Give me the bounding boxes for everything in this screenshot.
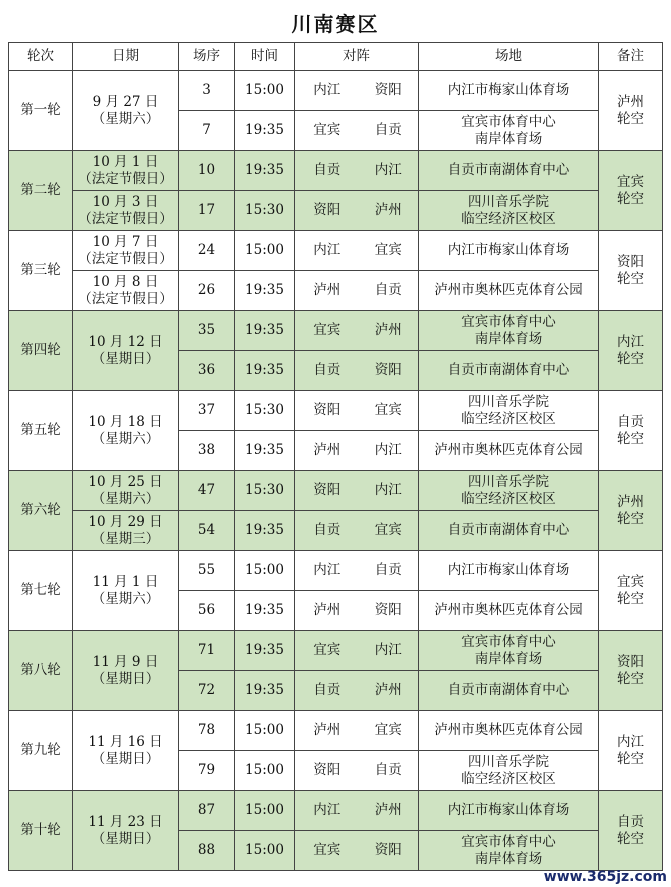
away-team-cell: 资阳 bbox=[359, 71, 419, 111]
round-cell: 第四轮 bbox=[9, 311, 73, 391]
away-team-cell: 资阳 bbox=[359, 591, 419, 631]
venue-cell: 泸州市奥林匹克体育公园 bbox=[419, 431, 599, 471]
home-team-cell: 自贡 bbox=[295, 671, 359, 711]
note-cell: 自贡 轮空 bbox=[599, 791, 663, 871]
time-cell: 19:35 bbox=[235, 511, 295, 551]
home-team-cell: 宜宾 bbox=[295, 111, 359, 151]
match-no-cell: 56 bbox=[179, 591, 235, 631]
away-team-cell: 泸州 bbox=[359, 671, 419, 711]
venue-cell: 泸州市奥林匹克体育公园 bbox=[419, 591, 599, 631]
away-team-cell: 自贡 bbox=[359, 751, 419, 791]
header-venue: 场地 bbox=[419, 43, 599, 71]
time-cell: 19:35 bbox=[235, 591, 295, 631]
home-team-cell: 内江 bbox=[295, 231, 359, 271]
venue-cell: 内江市梅家山体育场 bbox=[419, 71, 599, 111]
venue-cell: 内江市梅家山体育场 bbox=[419, 791, 599, 831]
table-row bbox=[9, 711, 663, 751]
date-cell: 11 月 9 日 （星期日） bbox=[73, 631, 179, 711]
table-row bbox=[9, 311, 663, 351]
table-row bbox=[9, 231, 663, 271]
note-cell: 资阳 轮空 bbox=[599, 231, 663, 311]
venue-cell: 宜宾市体育中心 南岸体育场 bbox=[419, 311, 599, 351]
venue-cell: 泸州市奥林匹克体育公园 bbox=[419, 711, 599, 751]
time-cell: 15:00 bbox=[235, 231, 295, 271]
schedule-body bbox=[9, 71, 663, 871]
home-team-cell: 泸州 bbox=[295, 271, 359, 311]
away-team-cell: 资阳 bbox=[359, 831, 419, 871]
table-row bbox=[9, 791, 663, 831]
match-no-cell: 72 bbox=[179, 671, 235, 711]
time-cell: 19:35 bbox=[235, 311, 295, 351]
table-row bbox=[9, 551, 663, 591]
round-cell: 第五轮 bbox=[9, 391, 73, 471]
home-team-cell: 泸州 bbox=[295, 711, 359, 751]
date-cell: 11 月 23 日 （星期日） bbox=[73, 791, 179, 871]
match-no-cell: 79 bbox=[179, 751, 235, 791]
venue-cell: 内江市梅家山体育场 bbox=[419, 551, 599, 591]
round-cell: 第三轮 bbox=[9, 231, 73, 311]
away-team-cell: 自贡 bbox=[359, 271, 419, 311]
away-team-cell: 内江 bbox=[359, 471, 419, 511]
match-no-cell: 24 bbox=[179, 231, 235, 271]
away-team-cell: 自贡 bbox=[359, 111, 419, 151]
date-cell: 10 月 8 日 （法定节假日） bbox=[73, 271, 179, 311]
time-cell: 15:00 bbox=[235, 791, 295, 831]
time-cell: 15:30 bbox=[235, 191, 295, 231]
match-no-cell: 35 bbox=[179, 311, 235, 351]
away-team-cell: 宜宾 bbox=[359, 511, 419, 551]
away-team-cell: 宜宾 bbox=[359, 231, 419, 271]
match-no-cell: 3 bbox=[179, 71, 235, 111]
away-team-cell: 自贡 bbox=[359, 551, 419, 591]
header-match-no: 场序 bbox=[179, 43, 235, 71]
match-no-cell: 54 bbox=[179, 511, 235, 551]
venue-cell: 自贡市南湖体育中心 bbox=[419, 151, 599, 191]
header-note: 备注 bbox=[599, 43, 663, 71]
header-matchup: 对阵 bbox=[295, 43, 419, 71]
time-cell: 15:30 bbox=[235, 391, 295, 431]
away-team-cell: 资阳 bbox=[359, 351, 419, 391]
date-cell: 9 月 27 日 （星期六） bbox=[73, 71, 179, 151]
home-team-cell: 内江 bbox=[295, 791, 359, 831]
round-cell: 第九轮 bbox=[9, 711, 73, 791]
round-cell: 第十轮 bbox=[9, 791, 73, 871]
home-team-cell: 宜宾 bbox=[295, 631, 359, 671]
match-no-cell: 37 bbox=[179, 391, 235, 431]
time-cell: 15:00 bbox=[235, 71, 295, 111]
time-cell: 15:00 bbox=[235, 711, 295, 751]
match-no-cell: 36 bbox=[179, 351, 235, 391]
venue-cell: 四川音乐学院 临空经济区校区 bbox=[419, 391, 599, 431]
home-team-cell: 泸州 bbox=[295, 431, 359, 471]
note-cell: 泸州 轮空 bbox=[599, 471, 663, 551]
home-team-cell: 资阳 bbox=[295, 391, 359, 431]
table-row bbox=[9, 151, 663, 191]
note-cell: 宜宾 轮空 bbox=[599, 551, 663, 631]
date-cell: 10 月 25 日 （星期六） bbox=[73, 471, 179, 511]
note-cell: 自贡 轮空 bbox=[599, 391, 663, 471]
date-cell: 10 月 18 日 （星期六） bbox=[73, 391, 179, 471]
home-team-cell: 宜宾 bbox=[295, 311, 359, 351]
note-cell: 宜宾 轮空 bbox=[599, 151, 663, 231]
header-date: 日期 bbox=[73, 43, 179, 71]
schedule-table bbox=[8, 42, 663, 871]
match-no-cell: 17 bbox=[179, 191, 235, 231]
away-team-cell: 内江 bbox=[359, 431, 419, 471]
venue-cell: 四川音乐学院 临空经济区校区 bbox=[419, 471, 599, 511]
note-cell: 泸州 轮空 bbox=[599, 71, 663, 151]
time-cell: 19:35 bbox=[235, 431, 295, 471]
venue-cell: 泸州市奥林匹克体育公园 bbox=[419, 271, 599, 311]
match-no-cell: 7 bbox=[179, 111, 235, 151]
home-team-cell: 宜宾 bbox=[295, 831, 359, 871]
match-no-cell: 55 bbox=[179, 551, 235, 591]
home-team-cell: 资阳 bbox=[295, 471, 359, 511]
away-team-cell: 内江 bbox=[359, 631, 419, 671]
venue-cell: 自贡市南湖体育中心 bbox=[419, 671, 599, 711]
note-cell: 内江 轮空 bbox=[599, 711, 663, 791]
match-no-cell: 88 bbox=[179, 831, 235, 871]
away-team-cell: 泸州 bbox=[359, 191, 419, 231]
match-no-cell: 10 bbox=[179, 151, 235, 191]
away-team-cell: 宜宾 bbox=[359, 711, 419, 751]
date-cell: 10 月 1 日 （法定节假日） bbox=[73, 151, 179, 191]
away-team-cell: 泸州 bbox=[359, 311, 419, 351]
watermark: www.365jz.com bbox=[543, 869, 667, 885]
time-cell: 19:35 bbox=[235, 111, 295, 151]
venue-cell: 宜宾市体育中心 南岸体育场 bbox=[419, 111, 599, 151]
match-no-cell: 26 bbox=[179, 271, 235, 311]
time-cell: 19:35 bbox=[235, 671, 295, 711]
venue-cell: 四川音乐学院 临空经济区校区 bbox=[419, 751, 599, 791]
round-cell: 第二轮 bbox=[9, 151, 73, 231]
time-cell: 19:35 bbox=[235, 151, 295, 191]
home-team-cell: 资阳 bbox=[295, 751, 359, 791]
time-cell: 19:35 bbox=[235, 631, 295, 671]
date-cell: 11 月 1 日 （星期六） bbox=[73, 551, 179, 631]
venue-cell: 宜宾市体育中心 南岸体育场 bbox=[419, 831, 599, 871]
away-team-cell: 宜宾 bbox=[359, 391, 419, 431]
time-cell: 15:30 bbox=[235, 471, 295, 511]
date-cell: 10 月 7 日 （法定节假日） bbox=[73, 231, 179, 271]
page-title: 川南赛区 bbox=[291, 12, 380, 36]
round-cell: 第八轮 bbox=[9, 631, 73, 711]
table-row bbox=[9, 191, 663, 231]
match-no-cell: 87 bbox=[179, 791, 235, 831]
round-cell: 第七轮 bbox=[9, 551, 73, 631]
home-team-cell: 内江 bbox=[295, 71, 359, 111]
time-cell: 15:00 bbox=[235, 831, 295, 871]
date-cell: 10 月 3 日 （法定节假日） bbox=[73, 191, 179, 231]
header-round: 轮次 bbox=[9, 43, 73, 71]
match-no-cell: 47 bbox=[179, 471, 235, 511]
note-cell: 内江 轮空 bbox=[599, 311, 663, 391]
date-cell: 10 月 29 日 （星期三） bbox=[73, 511, 179, 551]
home-team-cell: 内江 bbox=[295, 551, 359, 591]
table-row bbox=[9, 391, 663, 431]
table-row bbox=[9, 631, 663, 671]
home-team-cell: 自贡 bbox=[295, 511, 359, 551]
home-team-cell: 泸州 bbox=[295, 591, 359, 631]
round-cell: 第六轮 bbox=[9, 471, 73, 551]
venue-cell: 内江市梅家山体育场 bbox=[419, 231, 599, 271]
table-row bbox=[9, 271, 663, 311]
table-row bbox=[9, 71, 663, 111]
venue-cell: 四川音乐学院 临空经济区校区 bbox=[419, 191, 599, 231]
venue-cell: 自贡市南湖体育中心 bbox=[419, 511, 599, 551]
match-no-cell: 38 bbox=[179, 431, 235, 471]
table-row bbox=[9, 471, 663, 511]
match-no-cell: 78 bbox=[179, 711, 235, 751]
venue-cell: 宜宾市体育中心 南岸体育场 bbox=[419, 631, 599, 671]
away-team-cell: 泸州 bbox=[359, 791, 419, 831]
round-cell: 第一轮 bbox=[9, 71, 73, 151]
time-cell: 15:00 bbox=[235, 551, 295, 591]
header-time: 时间 bbox=[235, 43, 295, 71]
venue-cell: 自贡市南湖体育中心 bbox=[419, 351, 599, 391]
home-team-cell: 自贡 bbox=[295, 151, 359, 191]
time-cell: 15:00 bbox=[235, 751, 295, 791]
match-no-cell: 71 bbox=[179, 631, 235, 671]
note-cell: 资阳 轮空 bbox=[599, 631, 663, 711]
date-cell: 10 月 12 日 （星期日） bbox=[73, 311, 179, 391]
time-cell: 19:35 bbox=[235, 351, 295, 391]
table-row bbox=[9, 511, 663, 551]
header-row bbox=[9, 43, 663, 71]
time-cell: 19:35 bbox=[235, 271, 295, 311]
home-team-cell: 资阳 bbox=[295, 191, 359, 231]
home-team-cell: 自贡 bbox=[295, 351, 359, 391]
date-cell: 11 月 16 日 （星期日） bbox=[73, 711, 179, 791]
away-team-cell: 内江 bbox=[359, 151, 419, 191]
